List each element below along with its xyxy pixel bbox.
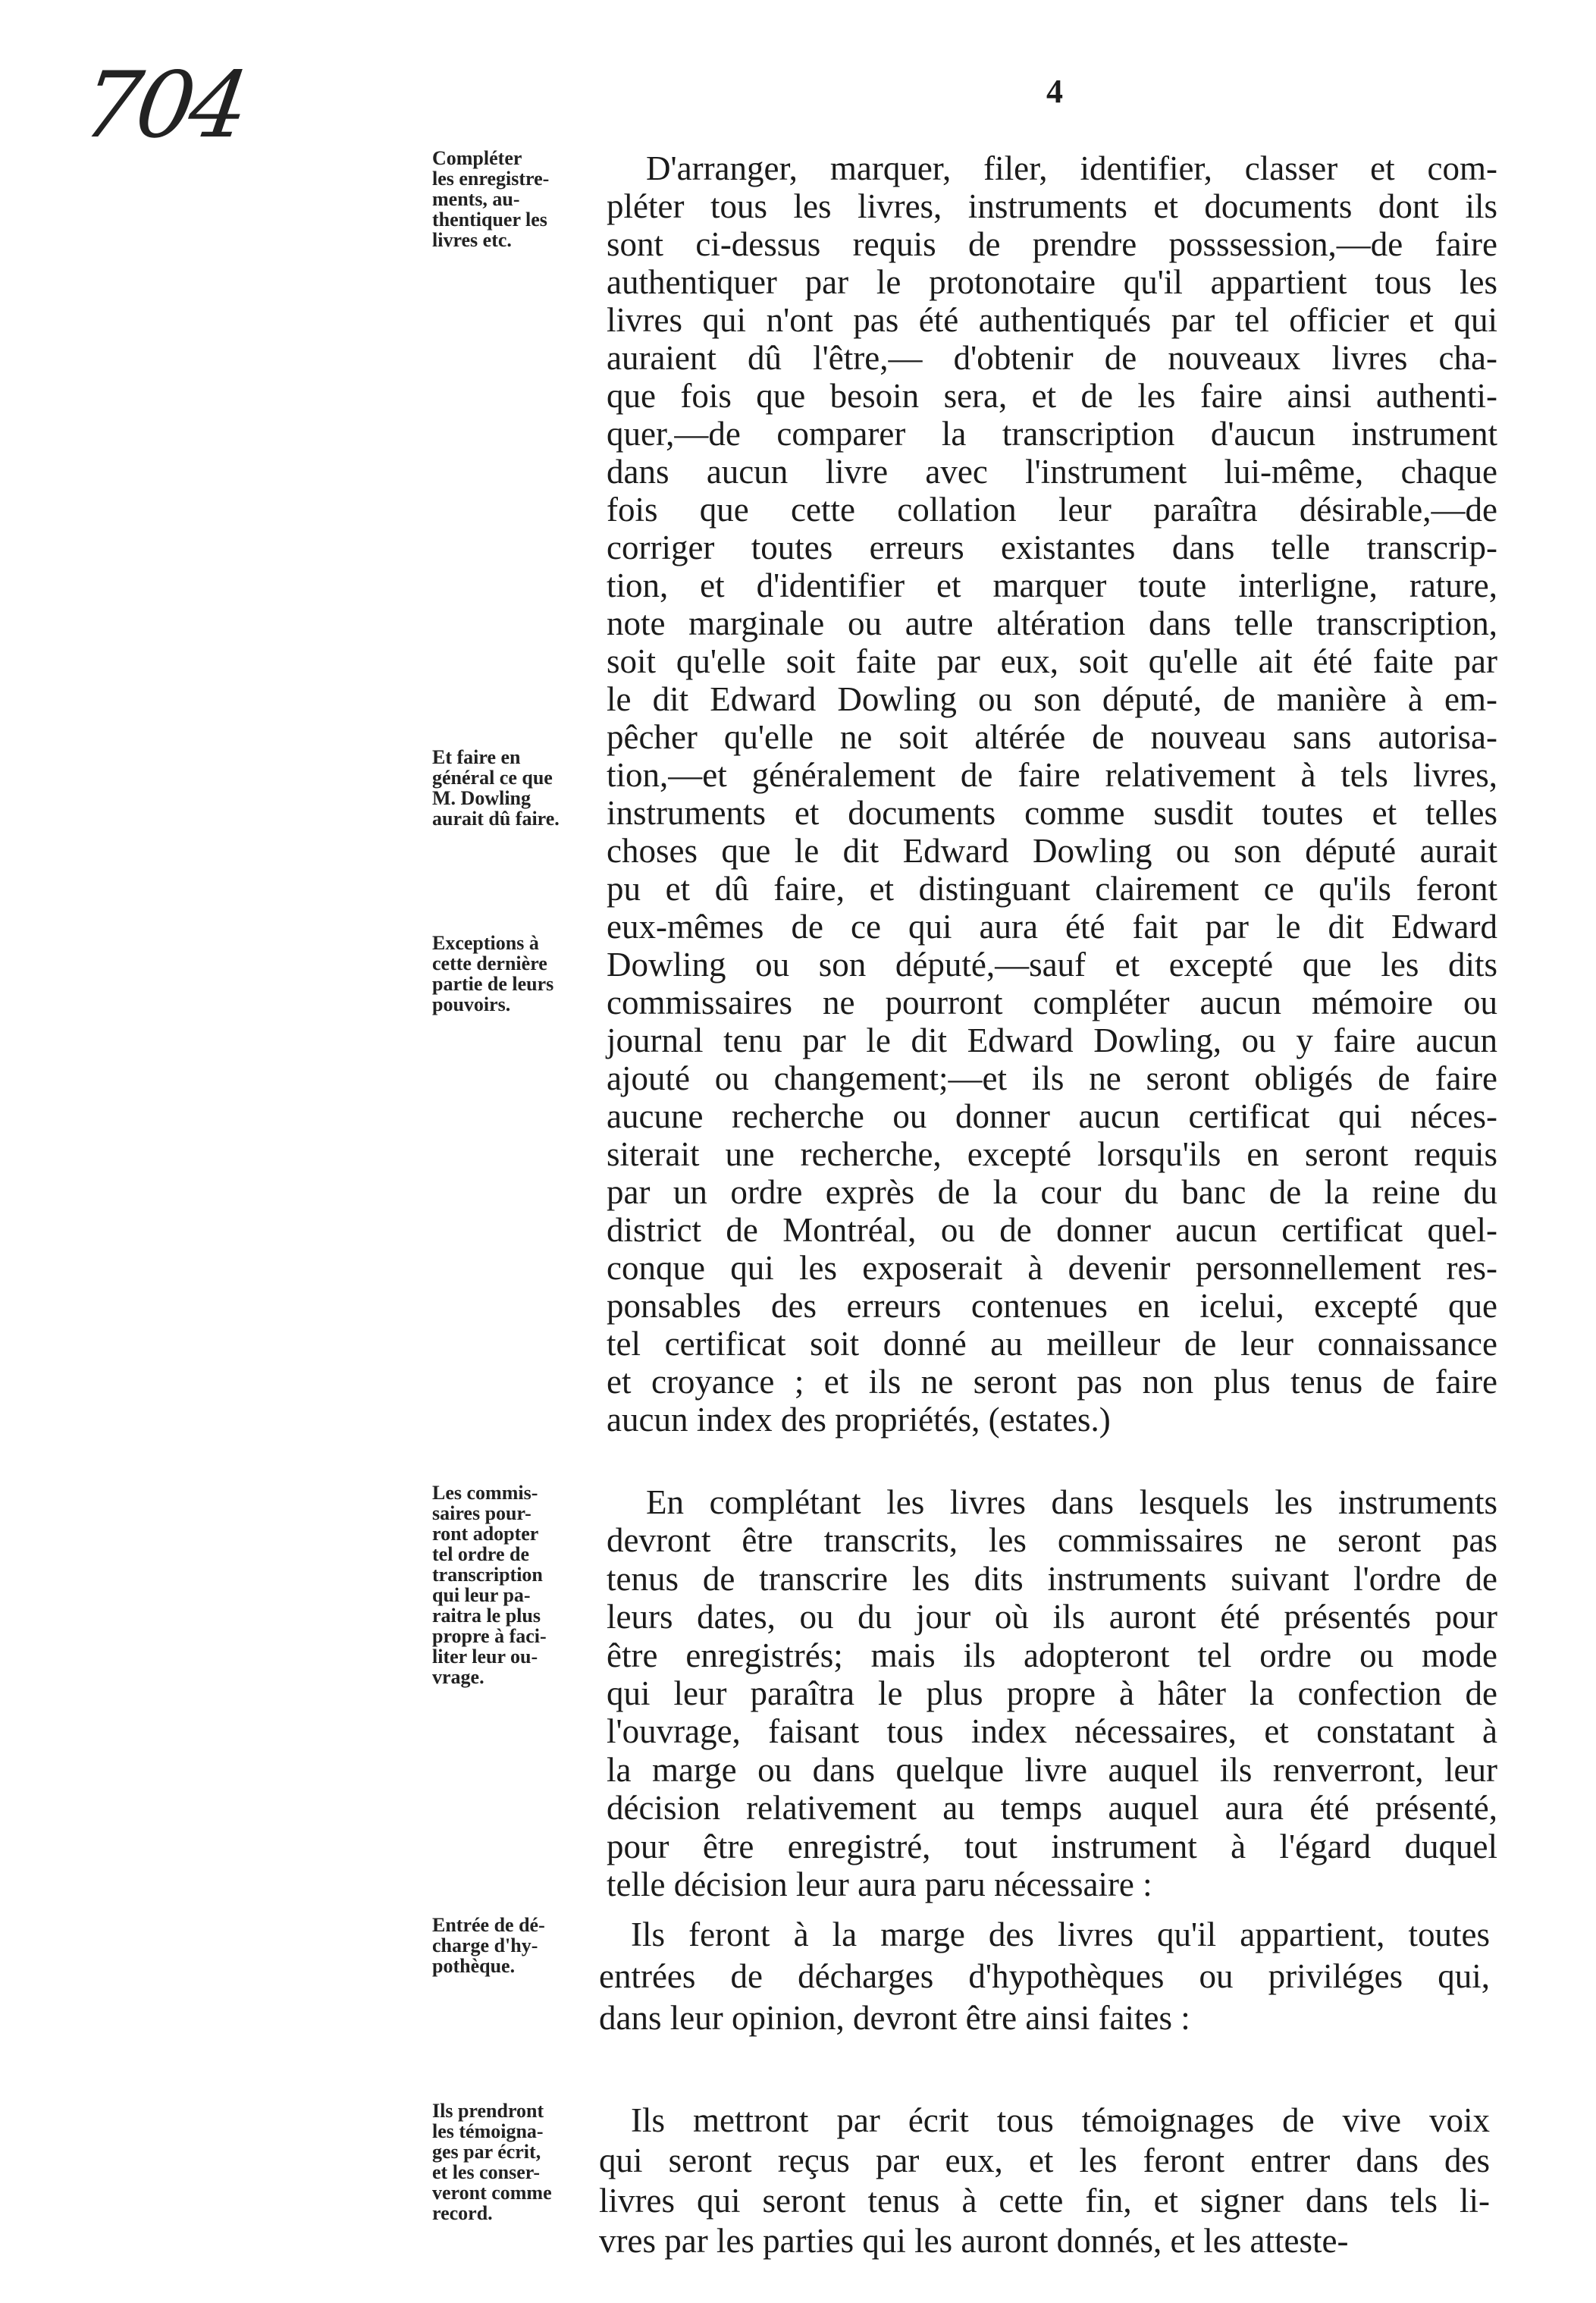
margin-note-line: record.	[432, 2202, 493, 2224]
margin-note-line: Ils prendront	[432, 2100, 544, 2122]
text-line: et croyance ; et ils ne seront pas non plus tenus de faire	[607, 1363, 1497, 1401]
text-line: par un ordre exprès de la cour du banc de la reine du	[607, 1173, 1497, 1211]
text-line: pêcher qu'elle ne soit altérée de nouveau sans autorisa-	[607, 718, 1497, 756]
margin-note-line: ges par écrit,	[432, 2141, 541, 2163]
margin-note	[432, 747, 560, 829]
text-line: devront être transcrits, les commissaires ne seront pas	[607, 1521, 1497, 1560]
text-line: le dit Edward Dowling ou son député, de manière à em-	[607, 680, 1497, 718]
text-line: qui seront reçus par eux, et les feront entrer dans des	[599, 2141, 1490, 2179]
margin-note-line: liter leur ou-	[432, 1646, 538, 1668]
text-line: vres par les parties qui les auront donnés, et les atteste-	[599, 2222, 1349, 2260]
margin-note-line: aurait dû faire.	[432, 808, 560, 830]
text-line: telle décision leur aura paru nécessaire :	[607, 1865, 1152, 1903]
margin-note-line: et les conser-	[432, 2161, 540, 2183]
margin-note-line: pothèque.	[432, 1955, 516, 1977]
text-line: pu et dû faire, et distinguant clairement ce qu'ils feront	[607, 870, 1497, 908]
page-number: 4	[1046, 73, 1063, 110]
margin-note	[432, 148, 549, 250]
margin-note-line: les enregistre-	[432, 168, 550, 190]
text-line: aucun index des propriétés, (estates.)	[607, 1401, 1111, 1439]
text-line: Ils feront à la marge des livres qu'il appartient, toutes	[631, 1916, 1490, 1953]
margin-note-line: qui leur pa-	[432, 1584, 531, 1606]
text-line: dans leur opinion, devront être ainsi faites :	[599, 1999, 1190, 2037]
margin-note-line: ments, au-	[432, 188, 520, 210]
margin-note-line: charge d'hy-	[432, 1934, 538, 1956]
margin-note-line: Compléter	[432, 147, 522, 169]
margin-note	[432, 2101, 552, 2223]
text-line: ponsables des erreurs contenues en icelui, excepté que	[607, 1287, 1497, 1325]
text-line: En complétant les livres dans lesquels les instruments	[646, 1483, 1497, 1521]
text-line: que fois que besoin sera, et de les faire ainsi authenti-	[607, 377, 1497, 415]
margin-note-line: ront adopter	[432, 1523, 539, 1545]
text-line: livres qui n'ont pas été authentiqués par tel officier et qui	[607, 301, 1497, 339]
margin-note-line: Entrée de dé-	[432, 1914, 545, 1936]
margin-note	[432, 1915, 545, 1976]
margin-note-line: tel ordre de	[432, 1543, 530, 1565]
margin-note-line: Les commis-	[432, 1482, 538, 1504]
text-line: eux-mêmes de ce qui aura été fait par le dit Edward	[607, 908, 1497, 946]
margin-note-line: transcription	[432, 1564, 543, 1586]
margin-note-line: cette dernière	[432, 952, 547, 974]
text-line: tion, et d'identifier et marquer toute interligne, rature,	[607, 566, 1497, 604]
margin-note-line: veront comme	[432, 2182, 552, 2204]
text-line: la marge ou dans quelque livre auquel ils renverront, leur	[607, 1750, 1497, 1789]
text-line: Ils mettront par écrit tous témoignages de vive voix	[631, 2101, 1490, 2139]
text-line: tel certificat soit donné au meilleur de leur connaissance	[607, 1325, 1497, 1363]
margin-note-line: les témoigna-	[432, 2120, 544, 2142]
text-line: siterait une recherche, excepté lorsqu'ils en seront requis	[607, 1135, 1497, 1173]
text-line: Dowling ou son député,—sauf et excepté que les dits	[607, 946, 1497, 984]
text-line: note marginale ou autre altération dans telle transcription,	[607, 604, 1497, 642]
text-line: district de Montréal, ou de donner aucun certificat quel-	[607, 1211, 1497, 1249]
text-line: pour être enregistré, tout instrument à l'égard duquel	[607, 1827, 1497, 1865]
text-line: ajouté ou changement;—et ils ne seront obligés de faire	[607, 1059, 1497, 1097]
text-line: être enregistrés; mais ils adopteront tel ordre ou mode	[607, 1636, 1497, 1674]
text-line: soit qu'elle soit faite par eux, soit qu'elle ait été faite par	[607, 642, 1497, 680]
text-line: entrées de décharges d'hypothèques ou priviléges qui,	[599, 1957, 1490, 1995]
text-line: l'ouvrage, faisant tous index nécessaires, et constatant à	[607, 1712, 1497, 1751]
margin-note-line: Exceptions à	[432, 932, 539, 954]
text-line: tion,—et généralement de faire relativement à tels livres,	[607, 756, 1497, 794]
text-line: aucune recherche ou donner aucun certificat qui néces-	[607, 1097, 1497, 1135]
margin-note-line: général ce que	[432, 767, 553, 789]
text-line: authentiquer par le protonotaire qu'il appartient tous les	[607, 263, 1497, 301]
margin-note-line: M. Dowling	[432, 787, 531, 809]
margin-note-line: raitra le plus	[432, 1605, 541, 1627]
handwritten-page-number: 704	[76, 53, 251, 158]
text-line: sont ci-dessus requis de prendre posssession,—de faire	[607, 225, 1497, 263]
margin-note-line: livres etc.	[432, 229, 512, 251]
margin-note-line: Et faire en	[432, 746, 521, 768]
margin-note-line: thentiquer les	[432, 209, 547, 231]
text-line: journal tenu par le dit Edward Dowling, ou y faire aucun	[607, 1021, 1497, 1059]
margin-note-line: partie de leurs	[432, 973, 554, 995]
text-line: qui leur paraîtra le plus propre à hâter la confection de	[607, 1674, 1497, 1712]
text-line: auraient dû l'être,— d'obtenir de nouveaux livres cha-	[607, 339, 1497, 377]
text-line: fois que cette collation leur paraîtra désirable,—de	[607, 491, 1497, 529]
text-line: livres qui seront tenus à cette fin, et signer dans tels li-	[599, 2182, 1490, 2220]
text-line: instruments et documents comme susdit toutes et telles	[607, 794, 1497, 832]
text-line: choses que le dit Edward Dowling ou son député aurait	[607, 832, 1497, 870]
margin-note-line: saires pour-	[432, 1502, 531, 1524]
margin-note	[432, 933, 553, 1015]
margin-note-line: propre à faci-	[432, 1625, 547, 1647]
text-line: pléter tous les livres, instruments et documents dont ils	[607, 187, 1497, 225]
text-line: corriger toutes erreurs existantes dans telle transcrip-	[607, 529, 1497, 566]
text-line: tenus de transcrire les dits instruments suivant l'ordre de	[607, 1559, 1497, 1598]
margin-note-line: vrage.	[432, 1666, 484, 1688]
text-line: conque qui les exposerait à devenir personnellement res-	[607, 1249, 1497, 1287]
margin-note	[432, 1483, 547, 1687]
text-line: quer,—de comparer la transcription d'aucun instrument	[607, 415, 1497, 453]
text-line: D'arranger, marquer, filer, identifier, classer et com-	[646, 149, 1497, 187]
text-line: commissaires ne pourront compléter aucun mémoire ou	[607, 984, 1497, 1021]
text-line: décision relativement au temps auquel aura été présenté,	[607, 1789, 1497, 1828]
margin-note-line: pouvoirs.	[432, 993, 511, 1015]
text-line: leurs dates, ou du jour où ils auront été présentés pour	[607, 1598, 1497, 1636]
text-line: dans aucun livre avec l'instrument lui-même, chaque	[607, 453, 1497, 491]
